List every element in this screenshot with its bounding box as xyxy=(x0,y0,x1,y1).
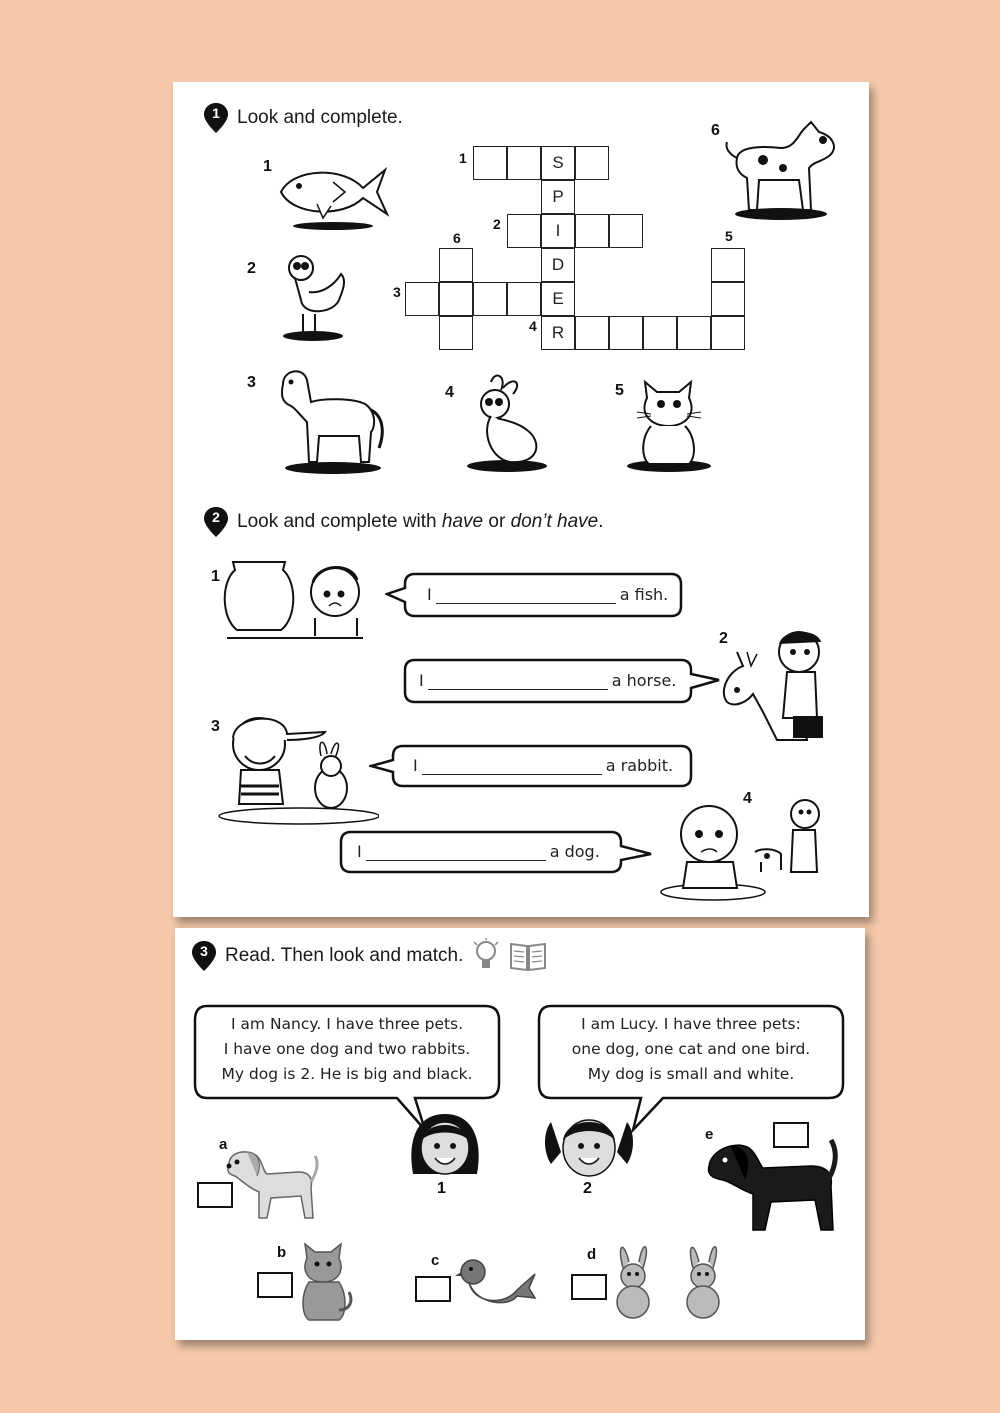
black-dog-icon xyxy=(705,1128,839,1234)
fishbowl-boy-illustration xyxy=(223,548,373,648)
cat-icon xyxy=(623,378,713,474)
crossword-cell: I xyxy=(541,214,575,248)
crossword-cell[interactable] xyxy=(439,248,473,282)
exercise-2-title xyxy=(237,511,604,533)
exercise-3-heading xyxy=(191,938,547,974)
picture-number-3: 3 xyxy=(247,374,256,391)
crossword-cell: E xyxy=(541,282,575,316)
crossword-clue-5: 5 xyxy=(725,228,733,244)
exercise-2-heading xyxy=(203,506,604,538)
crossword-clue-4: 4 xyxy=(529,318,537,334)
lucy-speech-line-1: I am Lucy. I have three pets: xyxy=(581,1015,801,1033)
bubble-3-end: a rabbit. xyxy=(605,756,674,775)
picture-number-1: 1 xyxy=(263,158,272,175)
exercise-1-marker-icon xyxy=(203,102,229,134)
crossword-clue-1: 1 xyxy=(459,150,467,166)
crossword-cell[interactable] xyxy=(473,282,507,316)
crossword-clue-3: 3 xyxy=(393,284,401,300)
crossword-cell: R xyxy=(541,316,575,350)
crossword-cell[interactable] xyxy=(507,282,541,316)
exercise-2-title-dont-have: don’t have xyxy=(510,511,599,532)
lucy-speech-line-2: one dog, one cat and one bird. xyxy=(571,1040,811,1058)
picture-number-5: 5 xyxy=(615,382,624,399)
pet-label-e: e xyxy=(705,1126,714,1143)
nancy-speech-line-2: I have one dog and two rabbits. xyxy=(223,1040,471,1058)
crossword-clue-2: 2 xyxy=(493,216,501,232)
girl-label-1: 1 xyxy=(437,1180,446,1197)
nancy-speech-line-3: My dog is 2. He is big and black. xyxy=(221,1065,473,1083)
crossword-cell[interactable] xyxy=(439,282,473,316)
match-box-d[interactable] xyxy=(571,1274,607,1300)
nancy-speech-line-1: I am Nancy. I have three pets. xyxy=(230,1015,464,1033)
answer-blank-2[interactable] xyxy=(428,689,608,690)
crossword-cell[interactable] xyxy=(643,316,677,350)
exercise-1-number: 1 xyxy=(212,105,220,121)
item-number-2: 2 xyxy=(719,630,728,647)
worksheet-page-1 xyxy=(173,82,869,917)
lucy-girl-icon xyxy=(541,1112,637,1178)
lucy-speech-line-3: My dog is small and white. xyxy=(587,1065,795,1083)
bubble-3-start: I xyxy=(413,756,418,775)
exercise-1-heading xyxy=(203,102,403,134)
duck-icon xyxy=(273,250,353,342)
answer-blank-3[interactable] xyxy=(422,774,602,775)
pet-label-a: a xyxy=(219,1136,228,1153)
crossword-clue-6: 6 xyxy=(453,230,461,246)
two-rabbits-icon xyxy=(609,1238,739,1320)
exercise-2-title-or: or xyxy=(483,511,511,532)
item-number-3: 3 xyxy=(211,718,220,735)
pet-label-c: c xyxy=(431,1252,440,1269)
answer-blank-4[interactable] xyxy=(366,860,546,861)
exercise-2-title-have: have xyxy=(441,511,484,532)
nancy-girl-icon xyxy=(407,1110,483,1180)
item-number-1: 1 xyxy=(211,568,220,585)
fish-icon xyxy=(273,158,393,230)
crossword-cell[interactable] xyxy=(575,316,609,350)
dog-icon xyxy=(723,118,843,222)
match-box-b[interactable] xyxy=(257,1272,293,1298)
lightbulb-icon xyxy=(471,938,501,974)
answer-blank-1[interactable] xyxy=(436,603,616,604)
horse-icon xyxy=(273,362,393,477)
speech-bubble-2 xyxy=(403,658,693,706)
white-dog-icon xyxy=(223,1142,323,1222)
speech-bubble-3 xyxy=(369,744,693,790)
bubble-2-end: a horse. xyxy=(611,671,677,690)
worksheet-page-2 xyxy=(175,928,865,1340)
item-number-4: 4 xyxy=(743,790,752,807)
crossword-cell[interactable] xyxy=(677,316,711,350)
exercise-2-title-prefix: Look and complete with xyxy=(237,511,442,532)
picture-number-6: 6 xyxy=(711,122,720,139)
bubble-4-end: a dog. xyxy=(549,842,600,861)
crossword-cell[interactable] xyxy=(405,282,439,316)
crossword-cell[interactable] xyxy=(473,146,507,180)
exercise-2-title-suffix: . xyxy=(598,511,604,532)
exercise-1-title: Look and complete. xyxy=(237,107,403,128)
match-box-c[interactable] xyxy=(415,1276,451,1302)
book-icon xyxy=(509,940,547,972)
crossword-cell: D xyxy=(541,248,575,282)
pet-label-d: d xyxy=(587,1246,597,1263)
speech-bubble-1 xyxy=(385,572,685,620)
exercise-3-title: Read. Then look and match. xyxy=(225,945,464,966)
rabbit-icon xyxy=(461,372,551,474)
girl-label-2: 2 xyxy=(583,1180,592,1197)
crossword-cell[interactable] xyxy=(711,316,745,350)
crossword-cell[interactable] xyxy=(507,214,541,248)
exercise-2-marker-icon xyxy=(203,506,229,538)
bird-icon xyxy=(455,1254,537,1310)
crossword-cell[interactable] xyxy=(609,214,643,248)
rabbit-boy-illustration xyxy=(209,708,379,826)
horse-rider-illustration xyxy=(717,622,837,742)
bubble-1-start: I xyxy=(427,585,432,604)
crossword-cell: P xyxy=(541,180,575,214)
exercise-3-number: 3 xyxy=(200,943,208,959)
crossword-cell[interactable] xyxy=(711,248,745,282)
nancy-speech-text xyxy=(195,1012,499,1087)
crossword-cell[interactable] xyxy=(439,316,473,350)
cat-grey-icon xyxy=(295,1240,355,1324)
crossword-cell[interactable] xyxy=(507,146,541,180)
picture-number-4: 4 xyxy=(445,384,454,401)
bubble-1-end: a fish. xyxy=(619,585,669,604)
exercise-3-marker-icon xyxy=(191,940,217,972)
crossword-cell[interactable] xyxy=(711,282,745,316)
crossword-cell[interactable] xyxy=(609,316,643,350)
crossword-cell: S xyxy=(541,146,575,180)
exercise-2-number: 2 xyxy=(212,509,220,525)
crossword-cell[interactable] xyxy=(575,214,609,248)
speech-bubble-4 xyxy=(339,830,623,876)
bubble-2-start: I xyxy=(419,671,424,690)
crossword-cell[interactable] xyxy=(575,146,609,180)
pet-label-b: b xyxy=(277,1244,287,1261)
lucy-speech-text xyxy=(539,1012,843,1087)
sad-boy-dog-illustration xyxy=(657,792,837,902)
picture-number-2: 2 xyxy=(247,260,256,277)
bubble-4-start: I xyxy=(357,842,362,861)
